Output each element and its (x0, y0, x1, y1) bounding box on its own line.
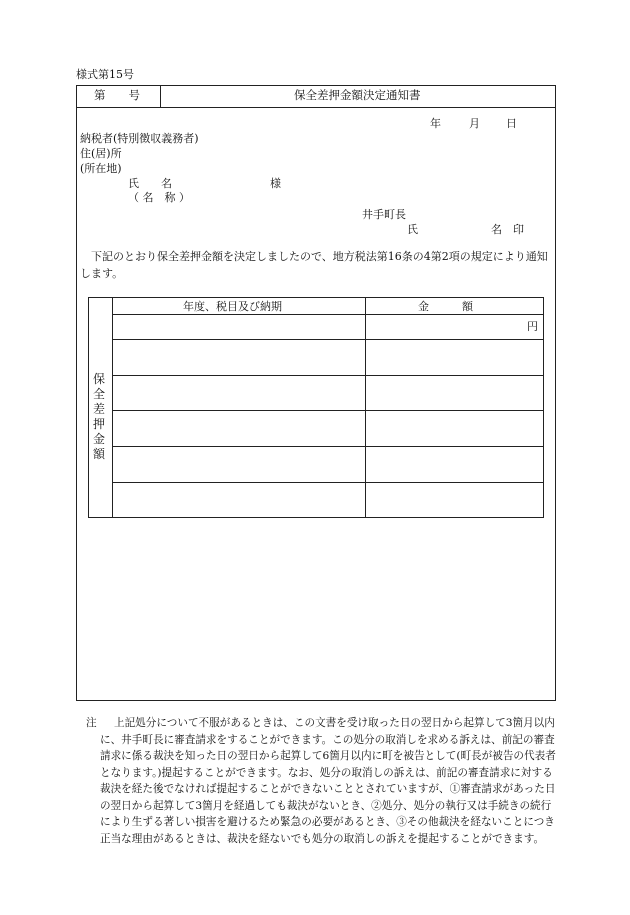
notice-text: 下記のとおり保全差押金額を決定しましたので、地方税法第16条の4第2項の規定により通知します。 (80, 250, 548, 280)
number-label: 第 号 (94, 88, 140, 102)
footnote-mark: 注 (86, 717, 97, 729)
name-label: 氏 名 (128, 177, 172, 190)
table-row-divider (112, 446, 544, 447)
vertical-label-char: 金 (92, 432, 105, 446)
table-side-divider (112, 297, 113, 518)
sama-label: 様 (270, 177, 281, 190)
date-year: 年 (430, 117, 441, 130)
footnote (86, 715, 556, 847)
vertical-label-char: 額 (92, 447, 105, 461)
vertical-table-label (90, 372, 108, 462)
residence-label: 住(居)所 (80, 147, 122, 160)
amount-unit: 円 (527, 320, 538, 333)
table-header-divider (112, 314, 544, 315)
table-row-divider (112, 410, 544, 411)
header-divider (76, 107, 556, 108)
corp-name-label: （ 名 称 ） (128, 191, 190, 204)
table-row-divider (112, 339, 544, 340)
column-header-amount: 金 額 (418, 300, 473, 313)
issuer-mayor: 井手町長 (362, 208, 406, 221)
vertical-label-char: 押 (92, 417, 105, 431)
footnote-text: 上記処分について不服があるときは、この文書を受け取った日の翌日から起算して3箇月以内に、井手町長に審査請求をすることができます。この処分の取消しを求める訴えは、前記の審査請求に係る裁決を知った日の翌日から起算して6箇月以内に町を被告として(町長が被告の代表者となります。)提起することができます。なお、処分の取消しの訴えは、前記の審査請求に対する裁決を経た後でなければ提起することができないこととされていますが、①審査請求があった日の翌日から起算して3箇月を経過しても裁決がないとき、②処分、処分の執行又は手続きの続行により生ずる著しい損害を避けるため緊急の必要があるとき、③その他裁決を経ないことにつき正当な理由があるときは、裁決を経ないでも処分の取消しの訴えを提起することができます。 (100, 717, 556, 845)
date-day: 日 (506, 117, 517, 130)
column-header-item: 年度、税目及び納期 (183, 300, 282, 313)
issuer-shi: 氏 (407, 223, 418, 236)
table-amount-divider (365, 297, 366, 518)
table-row-divider (112, 375, 544, 376)
amount-table (88, 297, 544, 518)
vertical-label-char: 全 (92, 387, 105, 401)
document-title: 保全差押金額決定通知書 (294, 88, 421, 102)
form-number: 様式第15号 (76, 68, 134, 81)
table-row-divider (112, 482, 544, 483)
issuer-mei-seal: 名 印 (491, 223, 524, 236)
taxpayer-label: 納税者(特別徴収義務者) (80, 132, 199, 145)
header-column-divider (160, 85, 161, 107)
vertical-label-char: 保 (92, 372, 105, 386)
date-month: 月 (469, 117, 480, 130)
location-label: (所在地) (80, 162, 122, 175)
vertical-label-char: 差 (92, 402, 105, 416)
